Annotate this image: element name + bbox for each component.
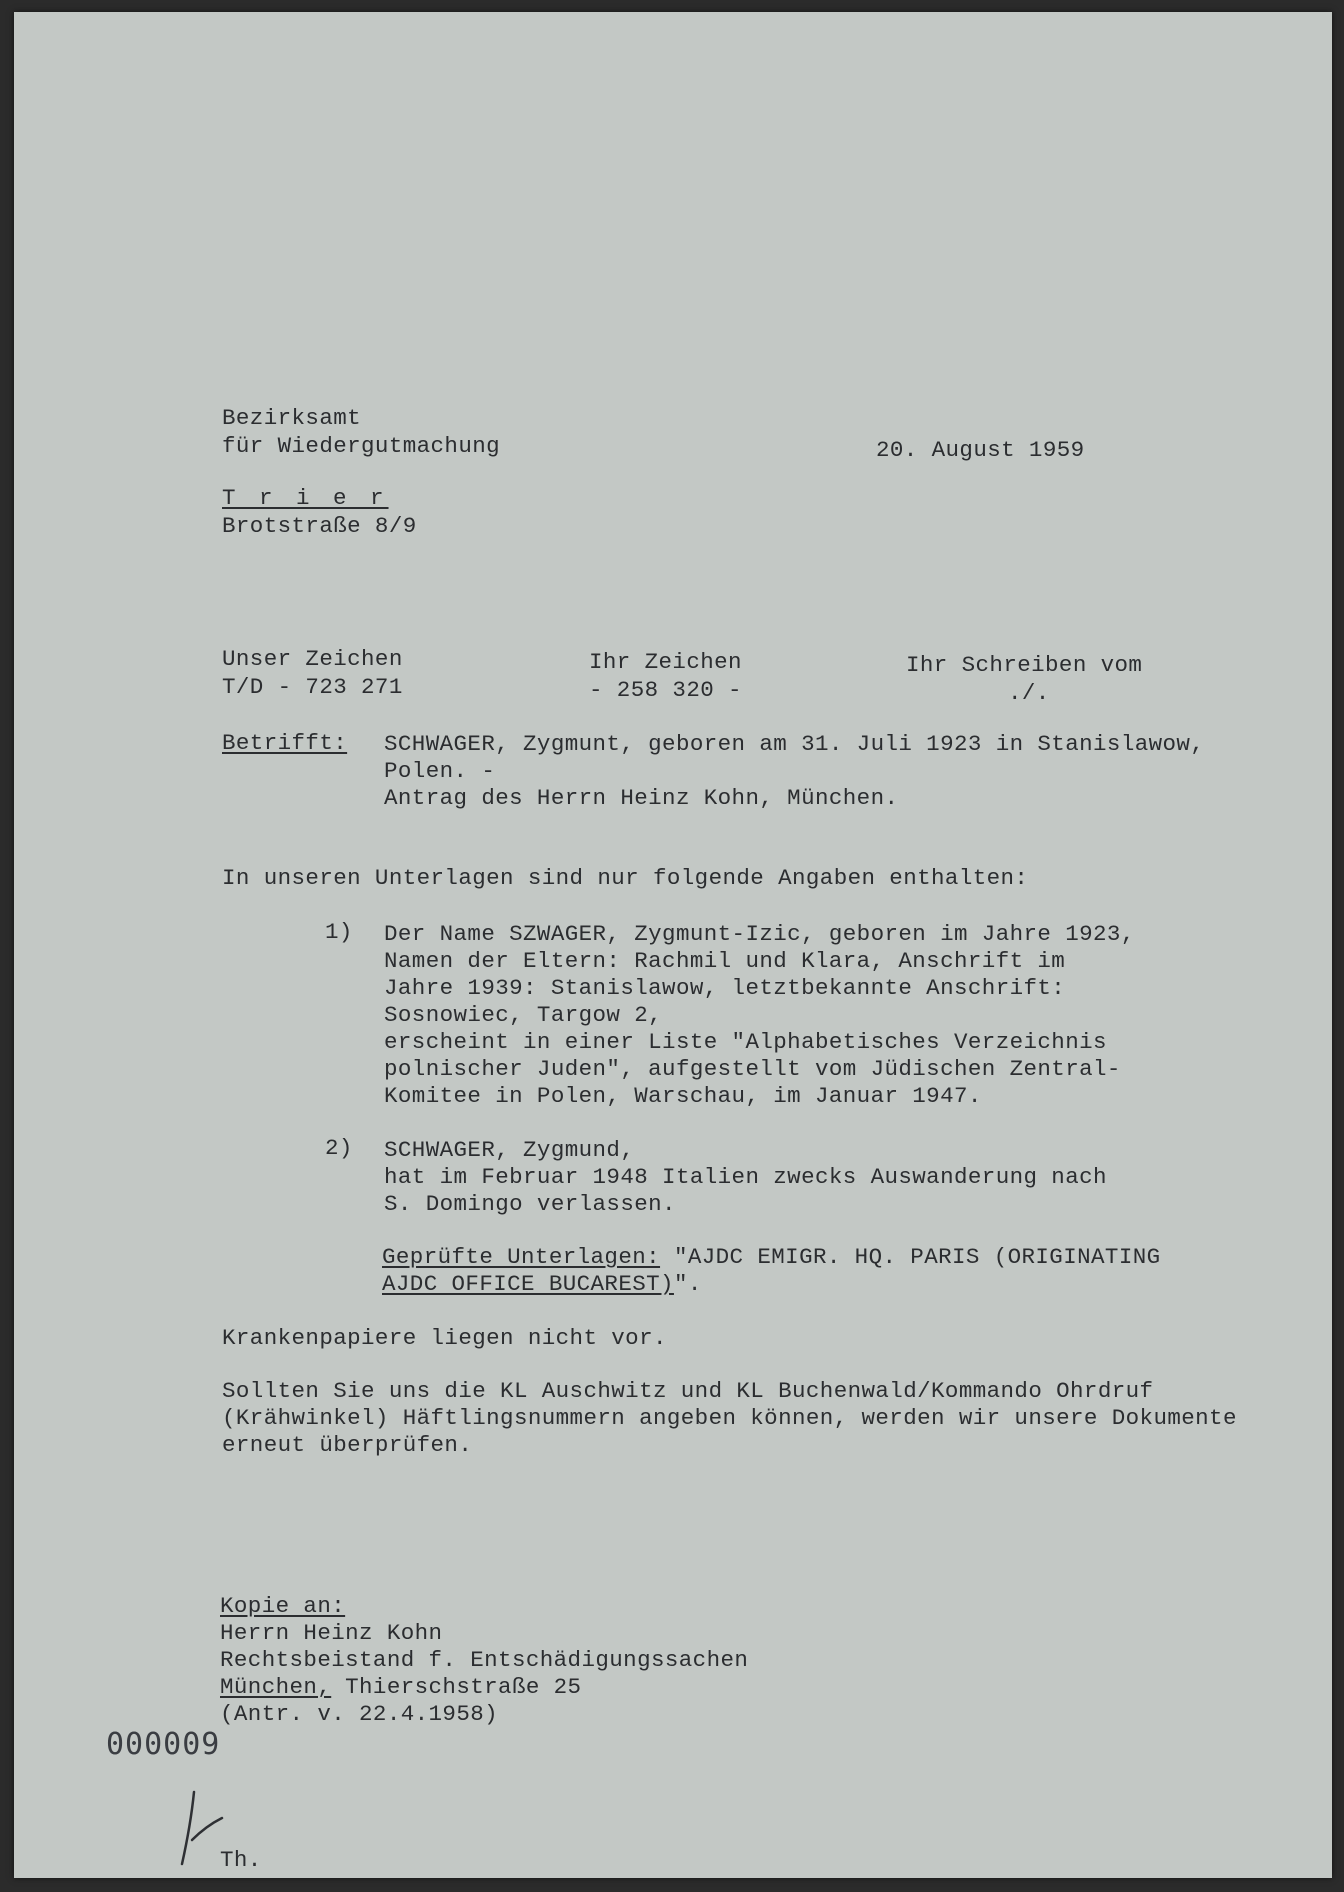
sender-street: Brotstraße 8/9	[222, 513, 417, 539]
intro-text: In unseren Unterlagen sind nur folgende Angaben enthalten:	[222, 865, 1029, 891]
medical-papers-note: Krankenpapiere liegen nicht vor.	[222, 1325, 667, 1351]
subject-line-2: Polen. -	[384, 758, 496, 784]
copy-recipient-name: Herrn Heinz Kohn	[220, 1620, 443, 1646]
our-reference-value: T/D - 723 271	[222, 674, 403, 700]
checked-documents-line-1	[382, 1244, 1161, 1271]
item-2-number: 2)	[325, 1135, 353, 1161]
letter-date: 20. August 1959	[876, 437, 1085, 463]
item-1-line: erscheint in einer Liste "Alphabetisches Verzeichnis	[384, 1029, 1107, 1055]
checked-documents-line-2	[382, 1271, 702, 1298]
item-1-line: Sosnowiec, Targow 2,	[384, 1002, 663, 1028]
item-1-line: Der Name SZWAGER, Zygmunt-Izic, geboren im Jahre 1923,	[384, 921, 1135, 947]
our-reference-label: Unser Zeichen	[222, 646, 403, 672]
checked-documents-label: Geprüfte Unterlagen:	[382, 1244, 661, 1270]
item-2-line: SCHWAGER, Zygmund,	[384, 1137, 635, 1163]
item-2-line: S. Domingo verlassen.	[384, 1191, 676, 1217]
checked-documents-office: AJDC OFFICE BUCAREST)	[382, 1271, 674, 1297]
copy-recipient-address	[220, 1674, 581, 1701]
subject-label: Betrifft:	[222, 730, 348, 756]
copy-recipient-title: Rechtsbeistand f. Entschädigungssachen	[220, 1647, 749, 1673]
your-letter-value: ./.	[1008, 680, 1050, 706]
request-line-2: (Krähwinkel) Häftlingsnummern angeben können, werden wir unsere Dokumente	[222, 1405, 1237, 1431]
archive-stamp-number: 000009	[106, 1727, 221, 1762]
request-line-1: Sollten Sie uns die KL Auschwitz und KL Buchenwald/Kommando Ohrdruf	[222, 1378, 1154, 1404]
checked-documents-source: "AJDC EMIGR. HQ. PARIS (ORIGINATING	[660, 1244, 1161, 1270]
your-reference-value: - 258 320 -	[589, 677, 742, 703]
item-2-line: hat im Februar 1948 Italien zwecks Auswanderung nach	[384, 1164, 1107, 1190]
sender-city: T r i e r	[222, 485, 389, 511]
item-1-line: Jahre 1939: Stanislawow, letztbekannte Anschrift:	[384, 975, 1066, 1001]
copy-recipient-city: München,	[220, 1674, 332, 1700]
copy-recipient-street: Thierschstraße 25	[331, 1674, 582, 1700]
sender-line-2: für Wiedergutmachung	[222, 433, 501, 459]
subject-line-1: SCHWAGER, Zygmunt, geboren am 31. Juli 1923 in Stanislawow,	[384, 731, 1205, 757]
your-reference-label: Ihr Zeichen	[589, 649, 742, 675]
copy-label: Kopie an:	[220, 1593, 346, 1619]
letter-page	[14, 12, 1332, 1878]
request-line-3: erneut überprüfen.	[222, 1432, 473, 1458]
sender-line-1: Bezirksamt	[222, 405, 362, 431]
item-1-line: polnischer Juden", aufgestellt vom Jüdischen Zentral-	[384, 1056, 1121, 1082]
item-1-number: 1)	[325, 919, 353, 945]
item-1-line: Komitee in Polen, Warschau, im Januar 1947.	[384, 1083, 982, 1109]
your-letter-label: Ihr Schreiben vom	[906, 652, 1143, 678]
checked-documents-end: ".	[673, 1271, 702, 1297]
typist-initials: Th.	[220, 1847, 262, 1873]
copy-application-date: (Antr. v. 22.4.1958)	[220, 1701, 499, 1727]
subject-line-3: Antrag des Herrn Heinz Kohn, München.	[384, 785, 899, 811]
item-1-line: Namen der Eltern: Rachmil und Klara, Anschrift im	[384, 948, 1066, 974]
